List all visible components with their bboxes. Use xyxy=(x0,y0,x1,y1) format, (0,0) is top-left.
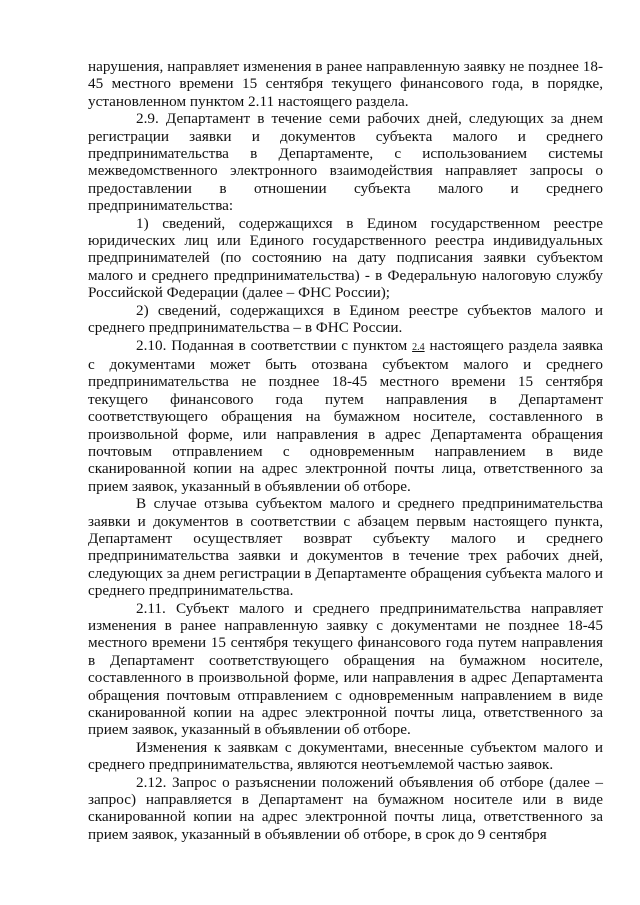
paragraph-2-11: 2.11. Субъект малого и среднего предпринимательства направляет изменения в ранее направленную заявку с документами не позднее 18-45 местного времени 15 сентября текущего финансового года путем направления в Департамент соответствующего обращения на бумажном носителе, составленного в произвольной форме, или направления в адрес Департамента обращения почтовым отправлением с одновременным направлением в виде сканированной копии на адрес электронной почты лица, ответственного за прием заявок, указанный в объявлении об отборе. xyxy=(88,599,603,739)
paragraph-continuation: нарушения, направляет изменения в ранее направленную заявку не позднее 18-45 местного времени 15 сентября текущего финансового года, в порядке, установленном пунктом 2.11 настоящего раздела. xyxy=(88,58,603,110)
paragraph-2-9-item-2: 2) сведений, содержащихся в Едином реестре субъектов малого и среднего предпринимательства – в ФНС России. xyxy=(88,301,603,337)
paragraph-2-9-item-1: 1) сведений, содержащихся в Едином государственном реестре юридических лиц или Единого государственного реестра индивидуальных предпринимателей (по состоянию на дату подписания заявки субъектом малого и среднего предпринимательства) - в Федеральную налоговую службу Российской Федерации (далее – ФНС России); xyxy=(88,214,603,302)
paragraph-2-12: 2.12. Запрос о разъяснении положений объявления об отборе (далее – запрос) направляется в Департамент на бумажном носителе или в виде сканированной копии на адрес электронной почты лица, ответственного за прием заявок, указанный в объявлении об отборе, в срок до 9 сентября xyxy=(88,773,603,843)
paragraph-2-10 xyxy=(88,337,603,496)
document-page xyxy=(88,58,603,843)
clause-reference-link[interactable]: 2.4 xyxy=(412,341,425,353)
paragraph-2-10-rest: настоящего раздела заявка с документами может быть отозвана субъектом малого и среднего предпринимательства не позднее 18-45 местного времени 15 сентября текущего финансового года путем направления в Департамент соответствующего обращения на бумажном носителе, составленного в произвольной форме, или направления в адрес Департамента обращения почтовым отправлением с одновременным направлением в виде сканированной копии на адрес электронной почты лица, ответственного за прием заявок, указанный в объявлении об отборе. xyxy=(88,336,603,495)
paragraph-2-11-changes: Изменения к заявкам с документами, внесенные субъектом малого и среднего предпринимательства, являются неотъемлемой частью заявок. xyxy=(88,738,603,774)
paragraph-2-10-lead: 2.10. Поданная в соответствии с пунктом xyxy=(136,336,413,354)
paragraph-2-10-withdrawal: В случае отзыва субъектом малого и среднего предпринимательства заявки и документов в соответствии с абзацем первым настоящего пункта, Департамент осуществляет возврат субъекту малого и среднего предпринимательства заявки и документов в течение трех рабочих дней, следующих за днем регистрации в Департаменте обращения субъекта малого и среднего предпринимательства. xyxy=(88,495,603,600)
paragraph-2-9: 2.9. Департамент в течение семи рабочих дней, следующих за днем регистрации заявки и документов субъекта малого и среднего предпринимательства в Департаменте, с использованием системы межведомственного электронного взаимодействия направляет запросы о предоставлении в отношении субъекта малого и среднего предпринимательства: xyxy=(88,110,603,215)
